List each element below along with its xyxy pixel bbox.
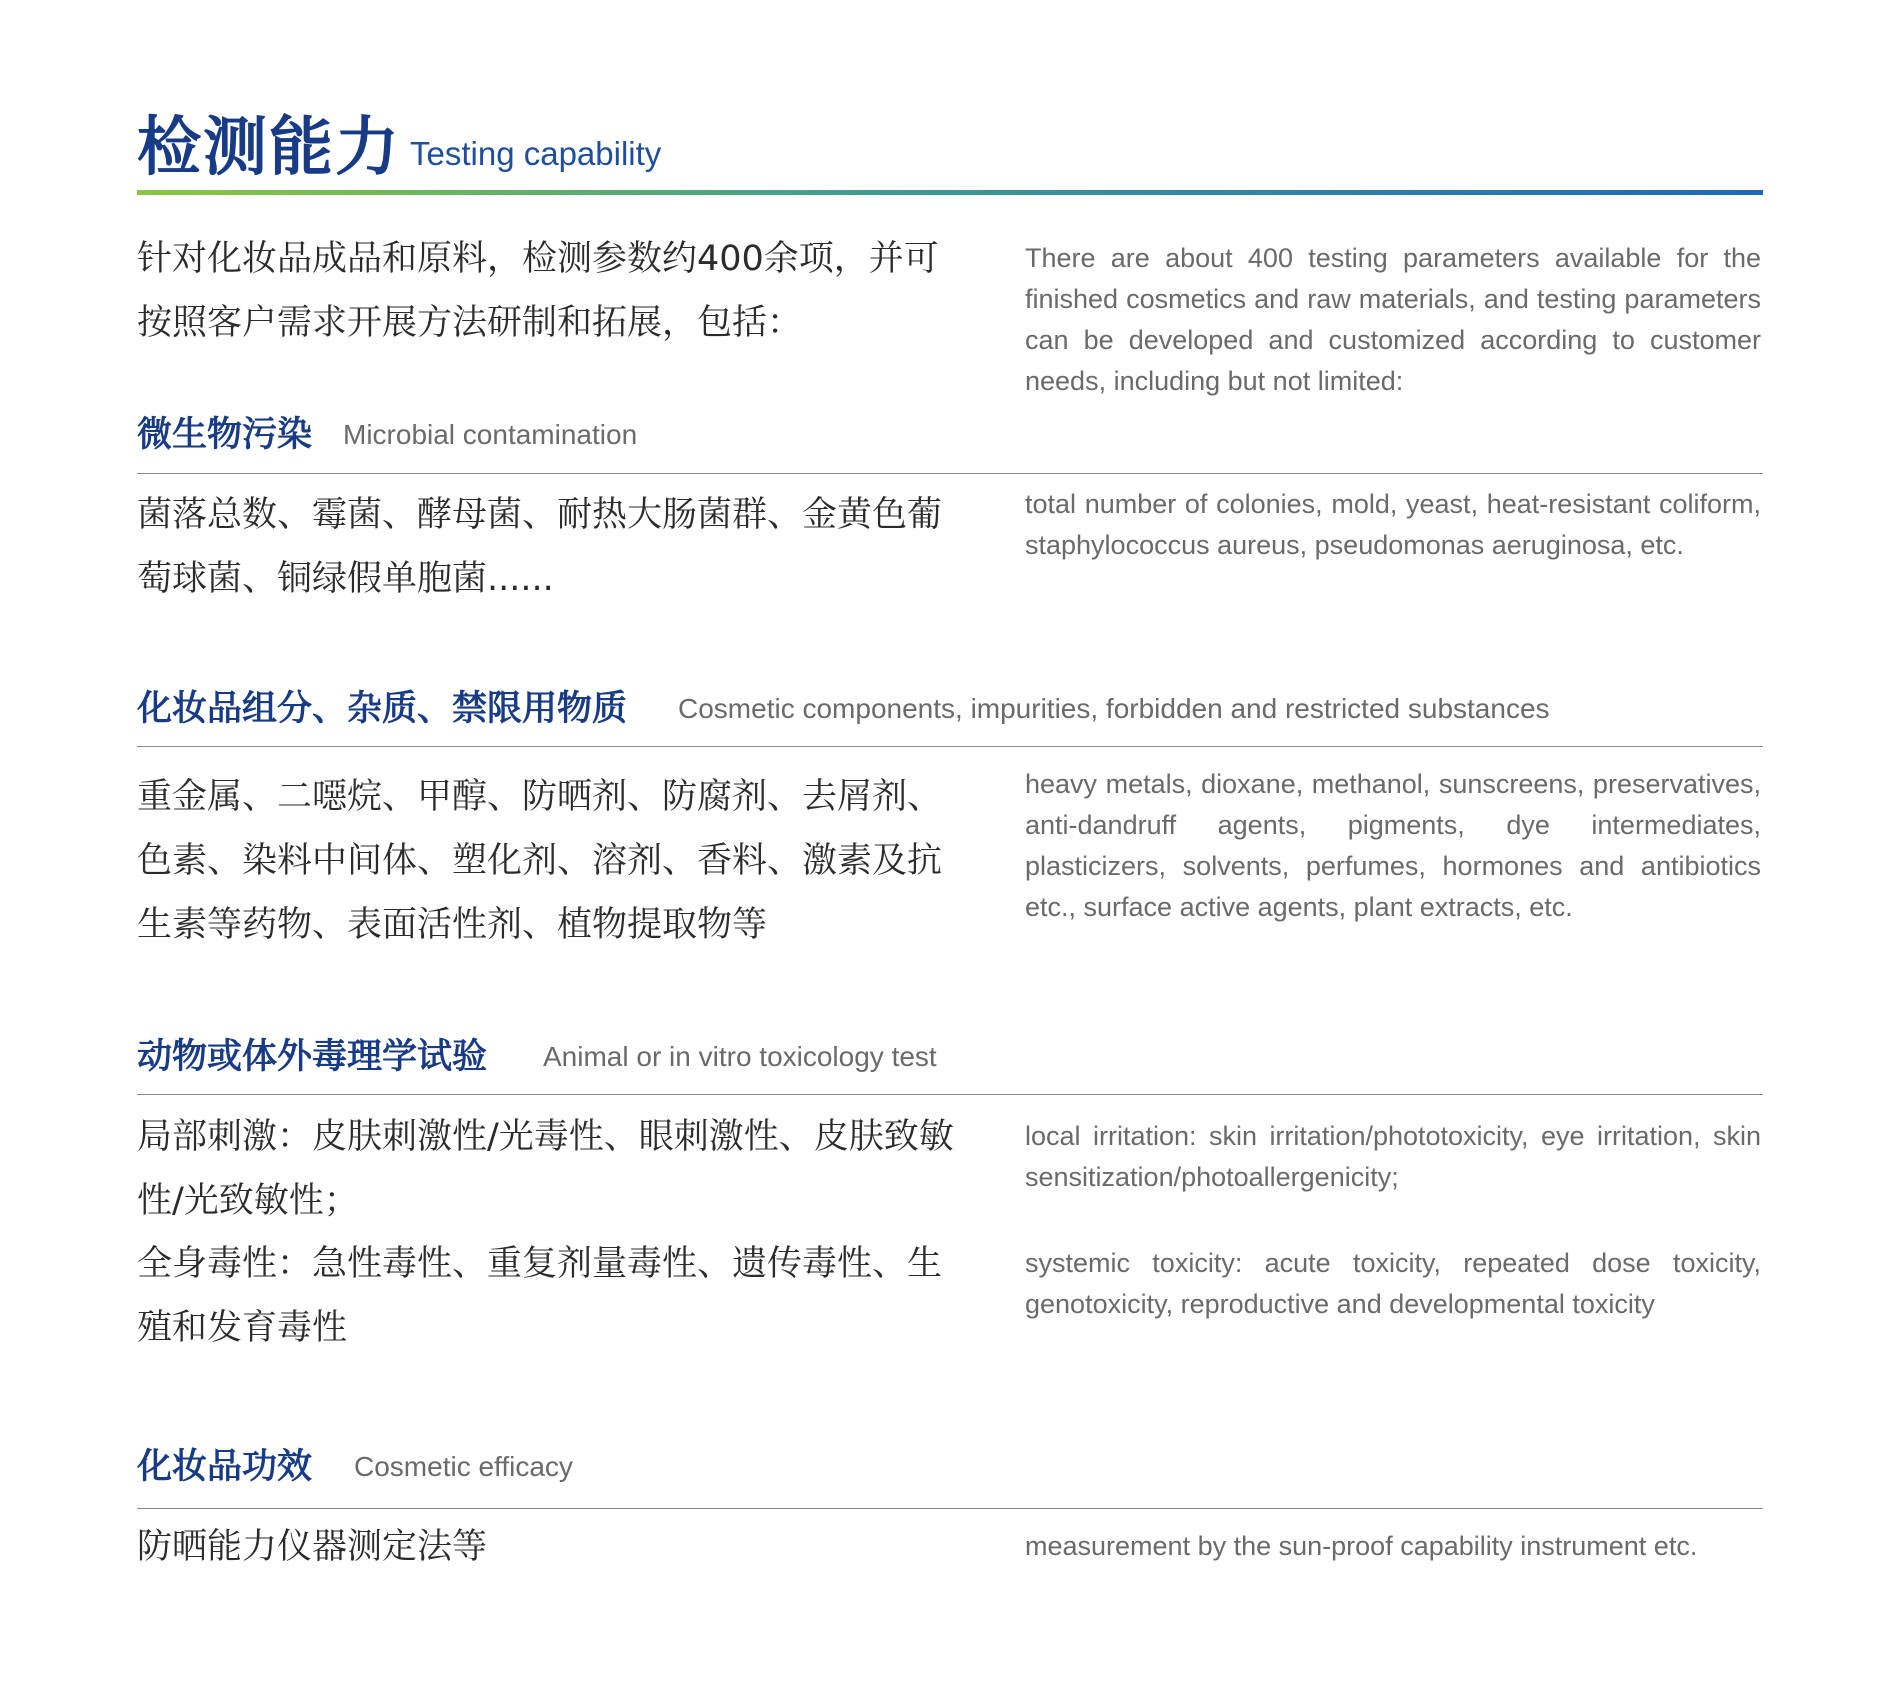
section-title-efficacy: 化妆品功效 — [137, 1447, 313, 1487]
page-subtitle: Testing capability — [410, 135, 662, 172]
section-subtitle-efficacy: Cosmetic efficacy — [354, 1451, 573, 1482]
section-title-components: 化妆品组分、杂质、禁限用物质 — [137, 689, 628, 729]
section-efficacy-en: measurement by the sun-proof capability instrument etc. — [1025, 1531, 1698, 1561]
section-components-zh: 重金属、二噁烷、甲醇、防晒剂、防腐剂、去屑剂、色素、染料中间体、塑化剂、溶剂、香料、激素及抗生素等药物、表面活性剂、植物提取物等 — [137, 777, 943, 945]
section-toxicology-zh-local: 局部刺激：皮肤刺激性/光毒性、眼刺激性、皮肤致敏性/光致敏性； — [137, 1117, 954, 1221]
title-divider — [137, 190, 1763, 195]
section-divider — [137, 746, 1763, 747]
section-divider — [137, 1094, 1763, 1095]
section-subtitle-components: Cosmetic components, impurities, forbidden and restricted substances — [678, 693, 1550, 724]
section-microbial-en: total number of colonies, mold, yeast, heat-resistant coliform, staphylococcus aureus, pseudomonas aeruginosa, etc. — [1025, 489, 1761, 560]
page-title: 检测能力 — [137, 111, 401, 185]
section-subtitle-microbial: Microbial contamination — [343, 419, 638, 450]
intro-en: There are about 400 testing parameters available for the finished cosmetics and raw materials, and testing parameters can be developed and customized according to customer needs, including but not limited: — [1025, 243, 1761, 396]
section-subtitle-toxicology: Animal or in vitro toxicology test — [543, 1041, 937, 1072]
section-toxicology-en-systemic: systemic toxicity: acute toxicity, repeated dose toxicity, genotoxicity, reproductive and developmental toxicity — [1025, 1248, 1761, 1319]
section-title-microbial: 微生物污染 — [137, 415, 313, 455]
section-efficacy-zh: 防晒能力仪器测定法等 — [137, 1527, 488, 1567]
section-toxicology-en-local: local irritation: skin irritation/phototoxicity, eye irritation, skin sensitization/photoallergenicity; — [1025, 1121, 1761, 1192]
section-divider — [137, 1508, 1763, 1509]
section-toxicology-zh-systemic: 全身毒性：急性毒性、重复剂量毒性、遗传毒性、生殖和发育毒性 — [137, 1244, 943, 1348]
section-title-toxicology: 动物或体外毒理学试验 — [137, 1037, 488, 1077]
section-components-en: heavy metals, dioxane, methanol, sunscreens, preservatives, anti-dandruff agents, pigments, dye intermediates, plasticizers, solvents, perfumes, hormones and antibiotics etc., surface active agents, plant extracts, etc. — [1025, 769, 1761, 922]
section-divider — [137, 473, 1763, 474]
intro-zh: 针对化妆品成品和原料，检测参数约400余项，并可按照客户需求开展方法研制和拓展，包括： — [137, 239, 939, 343]
section-microbial-zh: 菌落总数、霉菌、酵母菌、耐热大肠菌群、金黄色葡萄球菌、铜绿假单胞菌...... — [137, 495, 943, 599]
